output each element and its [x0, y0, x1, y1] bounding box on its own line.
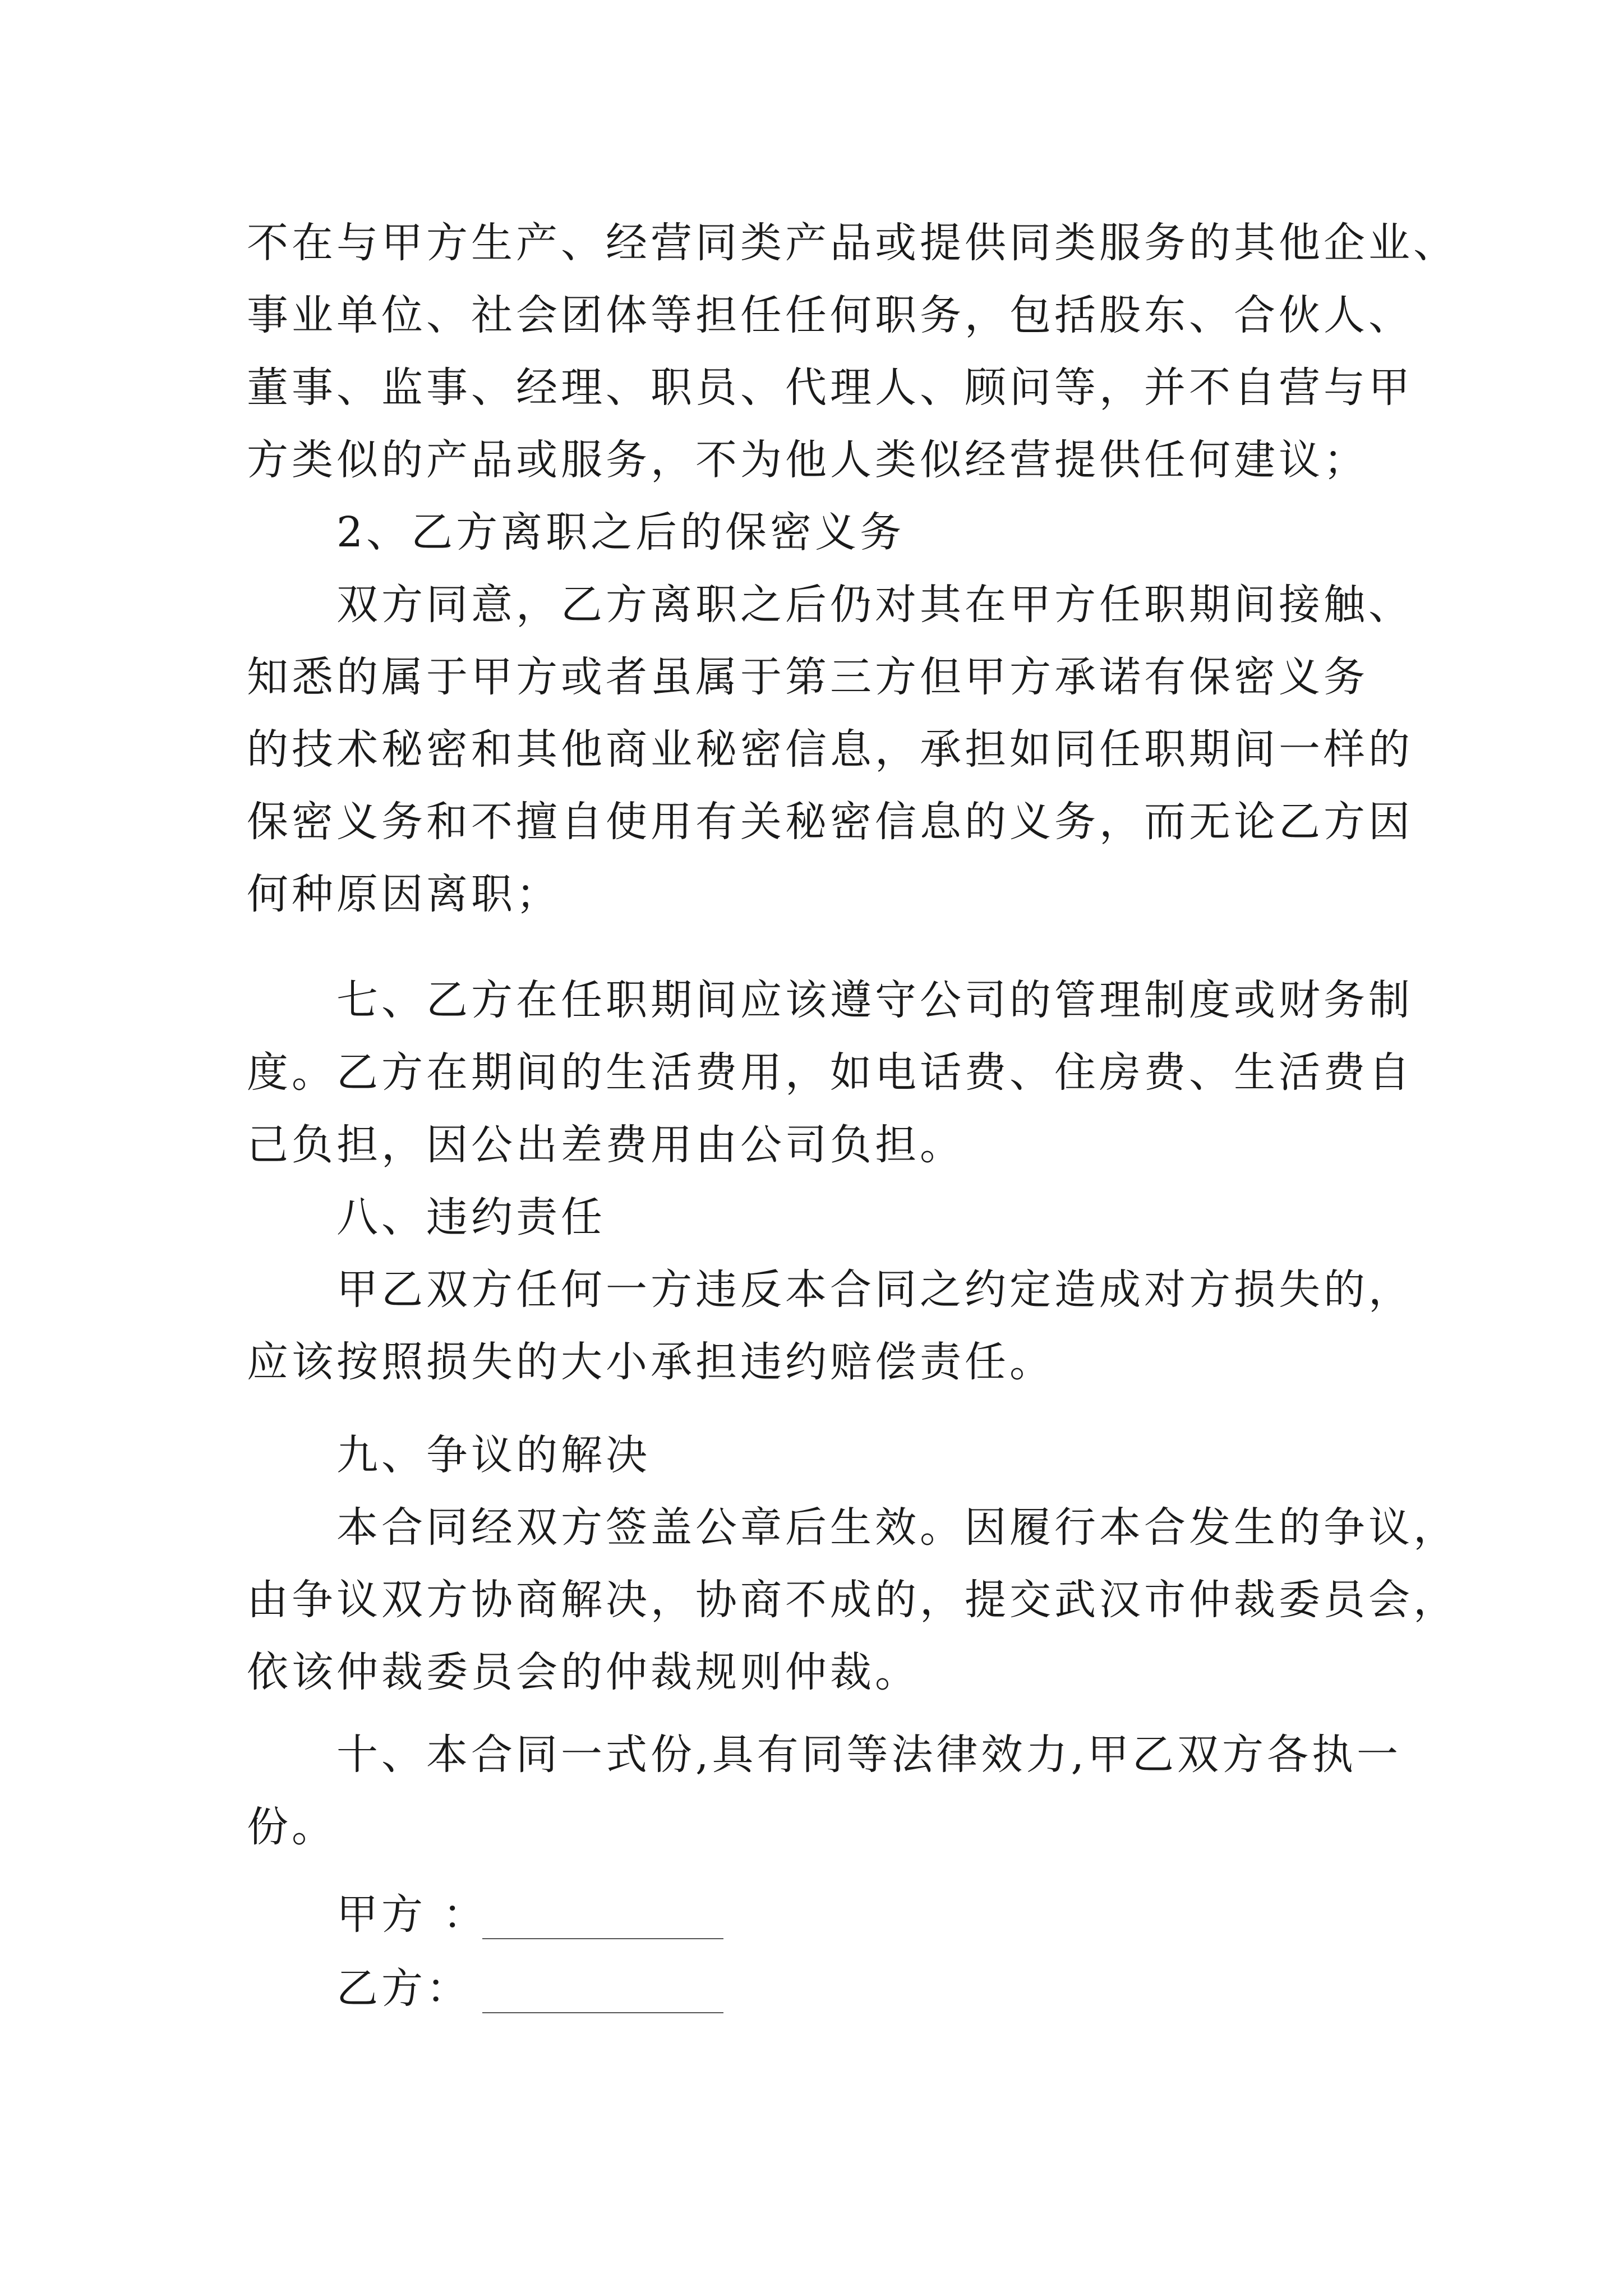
- party-b-signature-line: [482, 2012, 723, 2013]
- text-line: 依该仲裁委员会的仲裁规则仲裁。: [247, 1648, 920, 1696]
- section-heading: 八、违约责任: [336, 1193, 606, 1241]
- text-line: 何种原因离职；: [247, 870, 561, 918]
- text-line: 董事、监事、经理、职员、代理人、顾问等，并不自营与甲: [247, 364, 1413, 412]
- text-line: 应该按照损失的大小承担违约赔偿责任。: [247, 1338, 1054, 1386]
- paragraph-start: 本合同经双方签盖公章后生效。因履行本合发生的争议，: [336, 1503, 1458, 1552]
- text-line: 份。: [247, 1803, 336, 1851]
- section-heading: 九、争议的解决: [336, 1431, 651, 1479]
- text-line: 保密义务和不擅自使用有关秘密信息的义务，而无论乙方因: [247, 798, 1413, 846]
- section-heading: 七、乙方在任职期间应该遵守公司的管理制度或财务制: [336, 976, 1413, 1024]
- paragraph-start: 甲乙双方任何一方违反本合同之约定造成对方损失的，: [336, 1266, 1413, 1314]
- text-line: 的技术秘密和其他商业秘密信息，承担如同任职期间一样的: [247, 725, 1413, 774]
- text-line: 方类似的产品或服务，不为他人类似经营提供任何建议；: [247, 436, 1368, 484]
- text-line: 己负担，因公出差费用由公司负担。: [247, 1121, 965, 1169]
- text-line: 事业单位、社会团体等担任任何职务，包括股东、合伙人、: [247, 291, 1413, 339]
- party-a-signature-line: [482, 1938, 723, 1939]
- paragraph-start: 双方同意，乙方离职之后仍对其在甲方任职期间接触、: [336, 581, 1413, 629]
- party-a-label: 甲方 ：: [336, 1890, 488, 1939]
- text-line: 由争议双方协商解决，协商不成的，提交武汉市仲裁委员会，: [247, 1576, 1458, 1624]
- text-line: 知悉的属于甲方或者虽属于第三方但甲方承诺有保密义务: [247, 653, 1368, 701]
- text-line: 度。乙方在期间的生活费用，如电话费、住房费、生活费自: [247, 1048, 1413, 1097]
- party-b-label: 乙方：: [336, 1964, 471, 2013]
- section-heading: 十、本合同一式份,具有同等法律效力,甲乙双方各执一: [336, 1731, 1402, 1779]
- text-line: 不在与甲方生产、经营同类产品或提供同类服务的其他企业、: [247, 219, 1458, 267]
- section-heading: 2、乙方离职之后的保密义务: [336, 508, 905, 556]
